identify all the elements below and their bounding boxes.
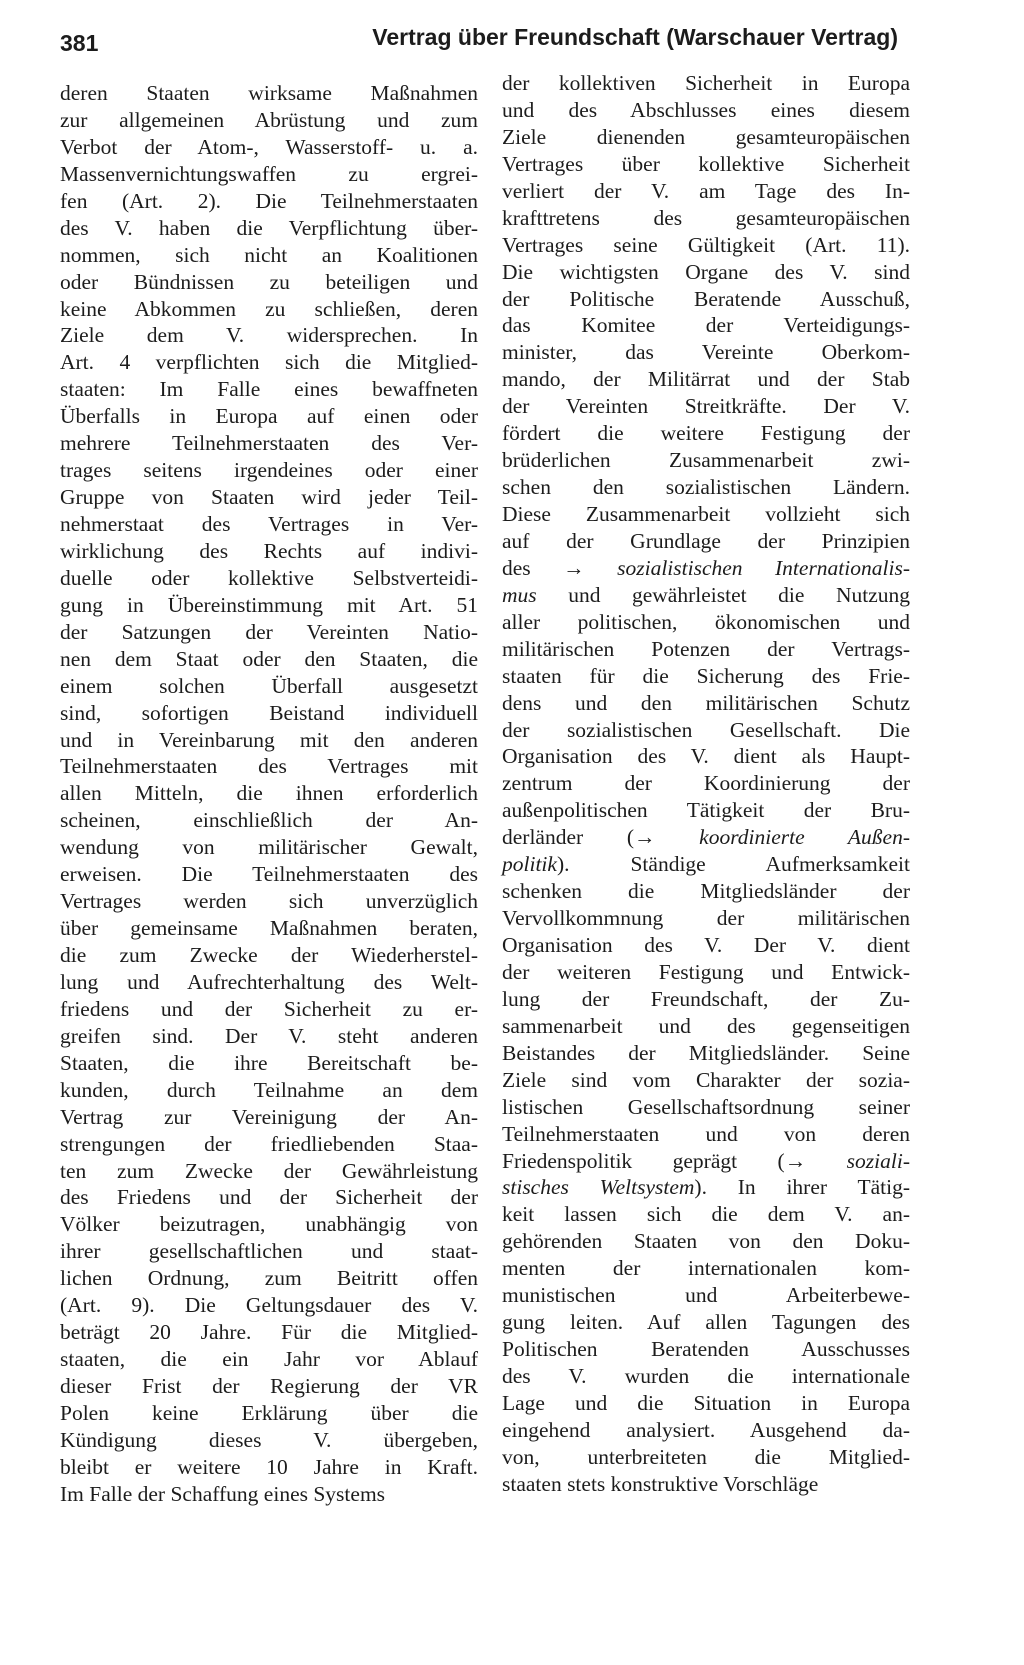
text-line: Polen keine Erklärung über die — [60, 1400, 478, 1425]
text-line: oder Bündnissen zu beteiligen und — [60, 269, 478, 294]
text-line: Gruppe von Staaten wird jeder Teil- — [60, 485, 478, 510]
text-line: und in Vereinbarung mit den anderen — [60, 727, 478, 752]
text-line: nehmerstaat des Vertrages in Ver- — [60, 512, 478, 536]
text-line: friedens und der Sicherheit zu er- — [60, 996, 478, 1021]
text-line: minister, das Vereinte Oberkom- — [502, 340, 910, 365]
text-line: aller politischen, ökonomischen und — [502, 609, 910, 634]
text-line: mehrere Teilnehmerstaaten des Ver- — [60, 431, 478, 456]
text-line: lung und Aufrechterhaltung des Welt- — [60, 969, 478, 994]
text-line — [502, 824, 910, 851]
page-header — [60, 24, 898, 64]
text-line: wirklichung des Rechts auf indivi- — [60, 538, 478, 563]
cross-reference: stisches Weltsystem — [502, 1175, 695, 1200]
text-line: von, unterbreiteten die Mitglied- — [502, 1444, 910, 1469]
text-span: ). In ihrer Tätig- — [694, 1175, 910, 1200]
text-line: der weiteren Festigung und Entwick- — [502, 959, 910, 984]
text-span: derländer ( — [502, 825, 634, 850]
text-line: Ziele dienenden gesamteuropäischen — [502, 124, 910, 149]
text-line: nen dem Staat oder den Staaten, die — [60, 646, 478, 671]
text-line: Art. 4 verpflichten sich die Mitglied- — [60, 350, 478, 375]
page-number: 381 — [60, 30, 99, 56]
text-line: nommen, sich nicht an Koalitionen — [60, 242, 478, 267]
text-line: Vertrages seine Gültigkeit (Art. 11). — [502, 232, 910, 257]
text-line: wendung von militärischer Gewalt, — [60, 835, 478, 860]
text-line: beträgt 20 Jahre. Für die Mitglied- — [60, 1320, 478, 1345]
text-line: einem solchen Überfall ausgesetzt — [60, 673, 478, 698]
cross-reference: → sozialistischen Internationalis- — [563, 555, 910, 580]
text-span: des — [502, 555, 564, 580]
text-line: duelle oder kollektive Selbstverteidi- — [60, 565, 478, 590]
text-line: staaten für die Sicherung des Frie- — [502, 663, 910, 688]
text-line: Ziele sind vom Charakter der sozia- — [502, 1067, 910, 1092]
text-line: lichen Ordnung, zum Beitritt offen — [60, 1266, 478, 1291]
text-line: Vertrages über kollektive Sicherheit — [502, 151, 910, 176]
text-line: Völker beizutragen, unabhängig von — [60, 1212, 478, 1237]
text-line: Die wichtigsten Organe des V. sind — [502, 259, 910, 284]
text-line: staaten stets konstruktive Vorschläge — [502, 1471, 819, 1496]
text-line: bleibt er weitere 10 Jahre in Kraft. — [60, 1454, 478, 1479]
text-line — [502, 1148, 910, 1175]
cross-reference: → soziali- — [784, 1148, 910, 1173]
text-line: Überfalls in Europa auf einen oder — [60, 404, 478, 429]
text-line: der Vereinten Streitkräfte. Der V. — [502, 394, 910, 419]
text-line: Politischen Beratenden Ausschusses — [502, 1337, 910, 1362]
text-line: der kollektiven Sicherheit in Europa — [502, 71, 910, 95]
text-line: keine Abkommen zu schließen, deren — [60, 296, 478, 321]
text-line: der Satzungen der Vereinten Natio- — [60, 619, 478, 644]
text-line: Lage und die Situation in Europa — [502, 1390, 910, 1415]
text-line: gehörenden Staaten von den Doku- — [502, 1229, 910, 1254]
text-line: (Art. 9). Die Geltungsdauer des V. — [60, 1293, 478, 1318]
text-line: Vertrages werden sich unverzüglich — [60, 889, 478, 914]
text-line — [502, 555, 910, 582]
cross-reference: politik — [502, 852, 557, 877]
text-line: keit lassen sich die dem V. an- — [502, 1202, 910, 1227]
text-line: schenken die Mitgliedsländer der — [502, 879, 910, 904]
left-column — [60, 80, 478, 1508]
text-line — [502, 851, 910, 878]
text-line: mando, der Militärrat und der Stab — [502, 367, 910, 392]
text-line: das Komitee der Verteidigungs- — [502, 313, 910, 338]
text-line: staaten, die ein Jahr vor Ablauf — [60, 1347, 478, 1372]
text-line: allen Mitteln, die ihnen erforderlich — [60, 781, 478, 806]
text-span: und gewährleistet die Nutzung — [536, 582, 910, 607]
text-line: des Friedens und der Sicherheit der — [60, 1185, 478, 1210]
text-line: des V. wurden die internationale — [502, 1364, 910, 1388]
running-title: Vertrag über Freundschaft (Warschauer Vertrag) — [372, 24, 898, 50]
cross-reference: → koordinierte Außen- — [634, 825, 910, 850]
text-line: eingehend analysiert. Ausgehend da- — [502, 1417, 910, 1442]
text-line: Teilnehmerstaaten und von deren — [502, 1121, 910, 1146]
text-line: des V. haben die Verpflichtung über- — [60, 215, 478, 240]
text-line: krafttretens des gesamteuropäischen — [502, 205, 910, 230]
text-line: schen den sozialistischen Ländern. — [502, 475, 910, 500]
text-span: Friedenspolitik geprägt ( — [502, 1148, 785, 1173]
text-line — [502, 1174, 910, 1201]
text-line: Teilnehmerstaaten des Vertrages mit — [60, 754, 478, 779]
text-line: Organisation des V. dient als Haupt- — [502, 744, 910, 769]
text-line: staaten: Im Falle eines bewaffneten — [60, 377, 478, 402]
text-line: gung leiten. Auf allen Tagungen des — [502, 1310, 910, 1335]
text-line: sind, sofortigen Beistand individuell — [60, 700, 478, 725]
text-line: listischen Gesellschaftsordnung seiner — [502, 1094, 910, 1119]
text-line: gung in Übereinstimmung mit Art. 51 — [60, 592, 478, 617]
text-line: lung der Freundschaft, der Zu- — [502, 986, 910, 1011]
text-span: ). Ständige Aufmerksamkeit — [556, 852, 910, 877]
text-line: zur allgemeinen Abrüstung und zum — [60, 107, 478, 132]
text-line: auf der Grundlage der Prinzipien — [502, 528, 910, 553]
text-line: trages seitens irgendeines oder einer — [60, 458, 478, 483]
text-line: ten zum Zwecke der Gewährleistung — [60, 1158, 478, 1183]
text-line: Vertrag zur Vereinigung der An- — [60, 1104, 478, 1129]
text-line: Organisation des V. Der V. dient — [502, 933, 910, 957]
text-line: dieser Frist der Regierung der VR — [60, 1374, 478, 1398]
text-line: deren Staaten wirksame Maßnahmen — [60, 81, 478, 105]
text-line: und des Abschlusses eines diesem — [502, 97, 910, 122]
text-line: kunden, durch Teilnahme an dem — [60, 1077, 478, 1102]
text-line: menten der internationalen kom- — [502, 1256, 910, 1281]
text-line: ihrer gesellschaftlichen und staat- — [60, 1239, 478, 1264]
text-line: dens und den militärischen Schutz — [502, 690, 910, 715]
text-line: sammenarbeit und des gegenseitigen — [502, 1013, 910, 1038]
text-line: Vervollkommnung der militärischen — [502, 906, 910, 931]
text-line: erweisen. Die Teilnehmerstaaten des — [60, 862, 478, 887]
text-line: Verbot der Atom-, Wasserstoff- u. a. — [60, 134, 478, 159]
text-line: scheinen, einschließlich der An- — [60, 808, 478, 833]
text-line: verliert der V. am Tage des In- — [502, 178, 910, 203]
text-line: zentrum der Koordinierung der — [502, 771, 910, 796]
text-line: brüderlichen Zusammenarbeit zwi- — [502, 448, 910, 473]
text-line: munistischen und Arbeiterbewe- — [502, 1283, 910, 1308]
text-line: Ziele dem V. widersprechen. In — [60, 323, 478, 348]
text-line: der Politische Beratende Ausschuß, — [502, 286, 910, 311]
text-line: Im Falle der Schaffung eines Systems — [60, 1481, 386, 1506]
text-line: greifen sind. Der V. steht anderen — [60, 1023, 478, 1048]
text-line: über gemeinsame Maßnahmen beraten, — [60, 916, 478, 941]
text-line: außenpolitischen Tätigkeit der Bru- — [502, 798, 910, 823]
text-line: fördert die weitere Festigung der — [502, 421, 910, 446]
text-line — [502, 582, 910, 609]
text-line: Massenvernichtungswaffen zu ergrei- — [60, 161, 478, 186]
text-line: militärischen Potenzen der Vertrags- — [502, 636, 910, 661]
text-line: die zum Zwecke der Wiederherstel- — [60, 943, 478, 967]
text-line: Staaten, die ihre Bereitschaft be- — [60, 1050, 478, 1075]
text-line: Beistandes der Mitgliedsländer. Seine — [502, 1040, 910, 1065]
text-line: fen (Art. 2). Die Teilnehmerstaaten — [60, 188, 478, 213]
text-line: strengungen der friedliebenden Staa- — [60, 1131, 478, 1156]
right-column — [502, 70, 910, 1498]
text-line: Kündigung dieses V. übergeben, — [60, 1427, 478, 1452]
text-line: Diese Zusammenarbeit vollzieht sich — [502, 502, 910, 526]
text-line: der sozialistischen Gesellschaft. Die — [502, 717, 910, 742]
cross-reference: mus — [502, 582, 537, 607]
